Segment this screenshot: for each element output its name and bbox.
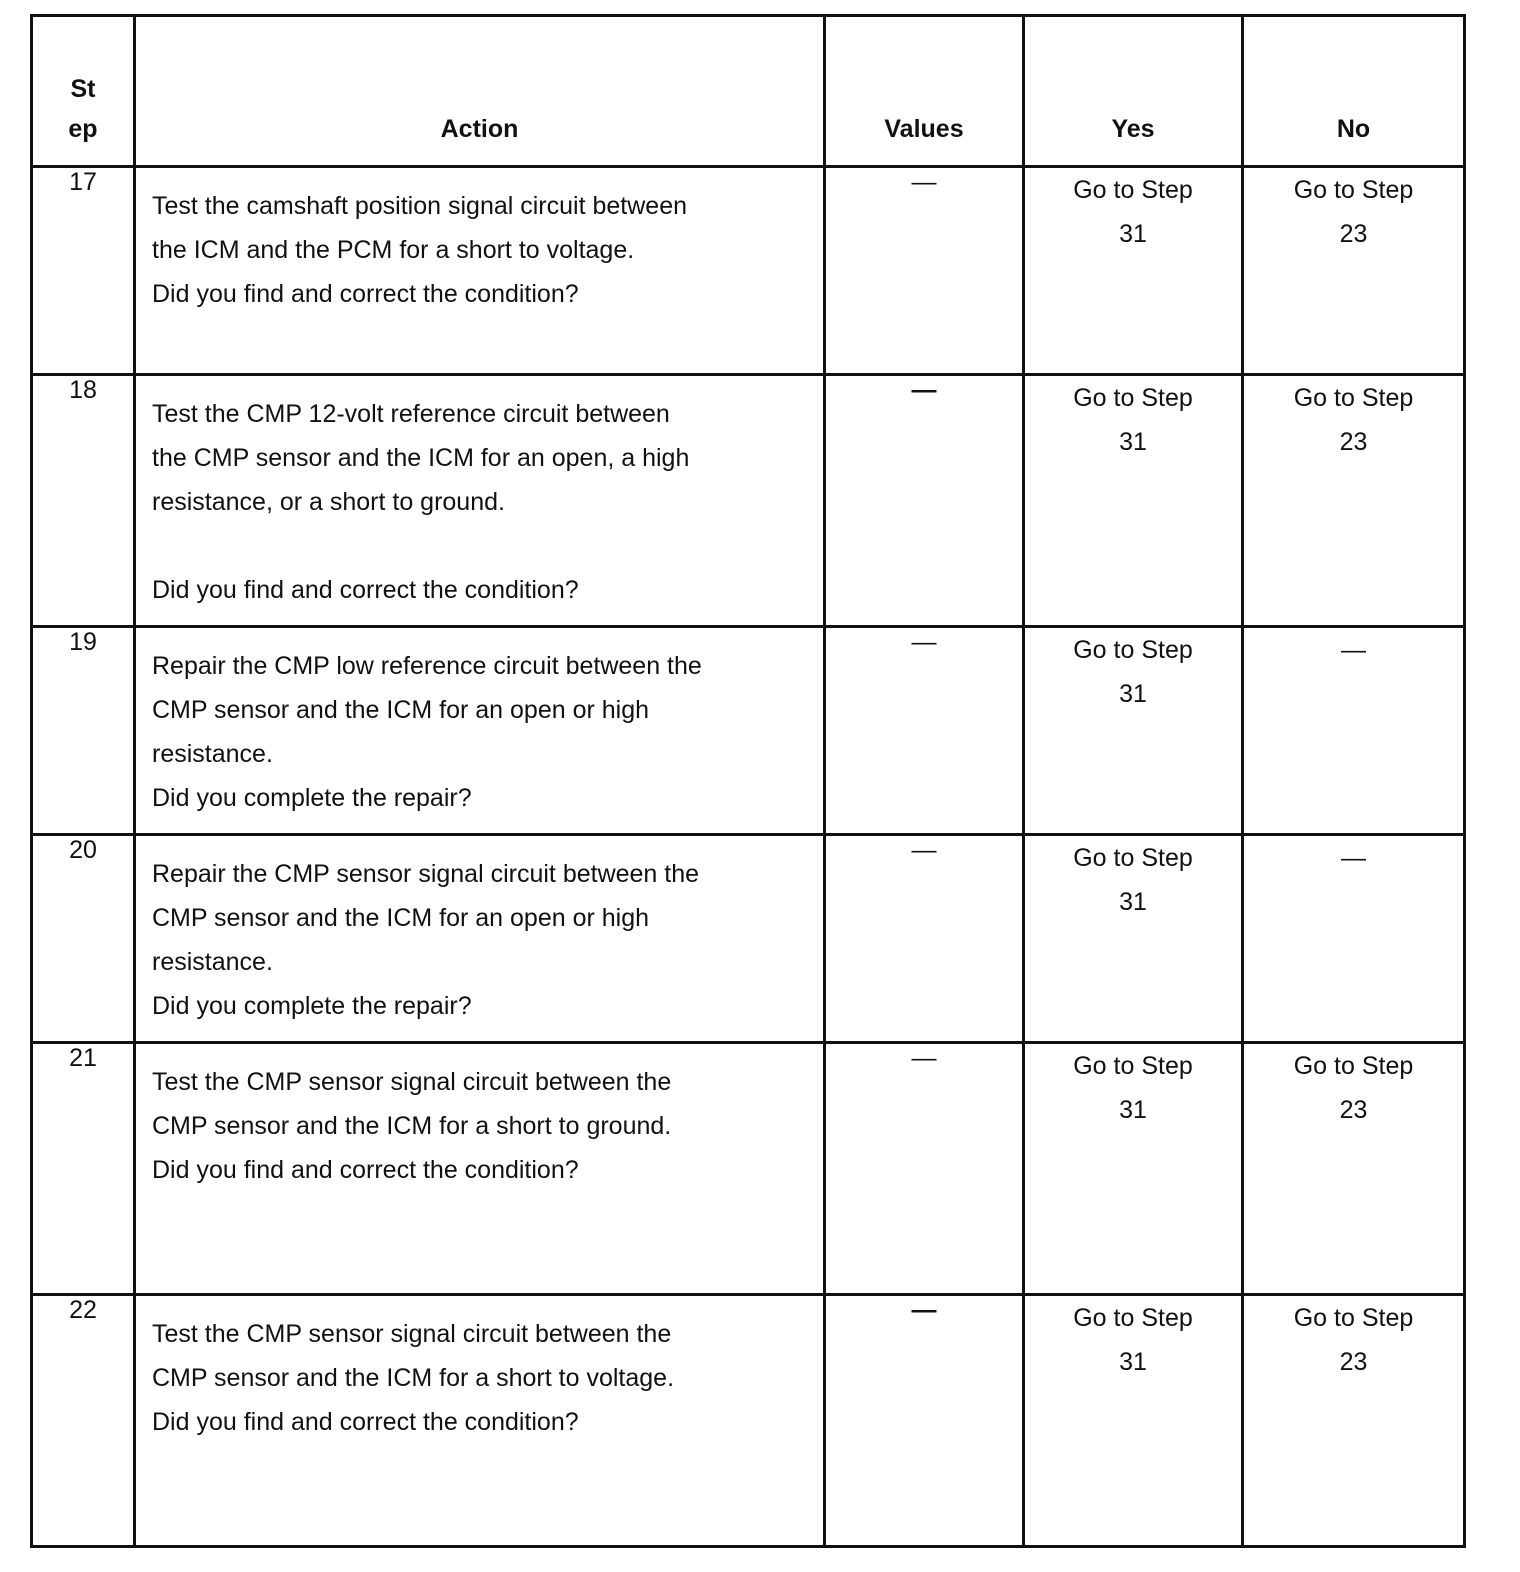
action-line: CMP sensor and the ICM for an open or high <box>152 904 650 932</box>
action-cell <box>135 835 825 1043</box>
no-cell <box>1243 835 1465 1043</box>
action-line: Repair the CMP low reference circuit between the <box>152 652 702 680</box>
yes-line: 31 <box>1119 428 1147 456</box>
yes-line: 31 <box>1119 1096 1147 1124</box>
action-line: Test the CMP sensor signal circuit between the <box>152 1320 672 1348</box>
no-line: Go to Step <box>1293 1052 1414 1080</box>
no-line: Go to Step <box>1293 384 1414 412</box>
action-line: Test the CMP sensor signal circuit between the <box>152 1068 672 1096</box>
action-line: CMP sensor and the ICM for a short to voltage. <box>152 1364 675 1392</box>
action-line: resistance. <box>152 740 273 768</box>
no-cell <box>1243 375 1465 627</box>
no-line: Go to Step <box>1293 176 1414 204</box>
values-dash: — <box>911 1296 937 1324</box>
yes-line: 31 <box>1119 1348 1147 1376</box>
no-line: — <box>1341 844 1366 872</box>
action-line: the CMP sensor and the ICM for an open, a high <box>152 444 690 472</box>
action-line: Did you find and correct the condition? <box>152 280 579 308</box>
action-cell <box>135 627 825 835</box>
header-step-line1: St <box>70 75 96 103</box>
action-line: Did you complete the repair? <box>152 992 472 1020</box>
action-line: Test the CMP 12-volt reference circuit between <box>152 400 670 428</box>
yes-line: 31 <box>1119 220 1147 248</box>
values-dash: — <box>911 376 937 404</box>
header-values: Values <box>825 16 1024 167</box>
yes-cell <box>1024 1295 1243 1547</box>
action-line: Did you find and correct the condition? <box>152 1156 579 1184</box>
header-yes: Yes <box>1024 16 1243 167</box>
no-line: 23 <box>1339 220 1368 248</box>
values-cell <box>825 1043 1024 1295</box>
table-row <box>32 375 1465 627</box>
values-cell <box>825 375 1024 627</box>
values-dash: — <box>911 628 937 656</box>
step-number: 18 <box>32 375 135 627</box>
values-cell <box>825 835 1024 1043</box>
values-cell <box>825 627 1024 835</box>
yes-cell <box>1024 1043 1243 1295</box>
action-cell <box>135 167 825 375</box>
yes-line: 31 <box>1119 680 1147 708</box>
action-line: resistance. <box>152 948 273 976</box>
header-action: Action <box>135 16 825 167</box>
yes-line: Go to Step <box>1073 1304 1193 1332</box>
yes-line: Go to Step <box>1073 1052 1193 1080</box>
yes-line: 31 <box>1119 888 1147 916</box>
no-cell <box>1243 167 1465 375</box>
yes-cell <box>1024 167 1243 375</box>
values-cell <box>825 167 1024 375</box>
yes-cell <box>1024 375 1243 627</box>
action-cell <box>135 1295 825 1547</box>
step-number: 19 <box>32 627 135 835</box>
action-line: Test the camshaft position signal circuit between <box>152 192 687 220</box>
yes-line: Go to Step <box>1073 636 1193 664</box>
table-row <box>32 1295 1465 1547</box>
action-line: Did you find and correct the condition? <box>152 576 579 604</box>
action-line: Did you complete the repair? <box>152 784 472 812</box>
no-line: 23 <box>1339 1348 1368 1376</box>
action-cell <box>135 375 825 627</box>
action-line: CMP sensor and the ICM for a short to ground. <box>152 1112 672 1140</box>
action-line: Did you find and correct the condition? <box>152 1408 579 1436</box>
no-line: — <box>1341 636 1366 664</box>
no-cell <box>1243 1295 1465 1547</box>
table-row <box>32 1043 1465 1295</box>
diagnostic-steps-table <box>30 14 1466 1548</box>
no-cell <box>1243 627 1465 835</box>
step-number: 21 <box>32 1043 135 1295</box>
step-number: 22 <box>32 1295 135 1547</box>
yes-cell <box>1024 627 1243 835</box>
no-line: 23 <box>1339 1096 1368 1124</box>
action-line: resistance, or a short to ground. <box>152 488 505 516</box>
header-no: No <box>1243 16 1465 167</box>
table-row <box>32 835 1465 1043</box>
table-row <box>32 167 1465 375</box>
yes-cell <box>1024 835 1243 1043</box>
action-spacer <box>152 524 805 568</box>
values-dash: — <box>911 168 937 196</box>
yes-line: Go to Step <box>1073 176 1193 204</box>
yes-line: Go to Step <box>1073 844 1193 872</box>
action-line: CMP sensor and the ICM for an open or high <box>152 696 650 724</box>
action-cell <box>135 1043 825 1295</box>
no-line: Go to Step <box>1293 1304 1414 1332</box>
header-step <box>32 16 135 167</box>
values-cell <box>825 1295 1024 1547</box>
table-row <box>32 627 1465 835</box>
action-line: Repair the CMP sensor signal circuit between the <box>152 860 700 888</box>
no-cell <box>1243 1043 1465 1295</box>
action-line: the ICM and the PCM for a short to voltage. <box>152 236 635 264</box>
step-number: 20 <box>32 835 135 1043</box>
no-line: 23 <box>1339 428 1368 456</box>
step-number: 17 <box>32 167 135 375</box>
yes-line: Go to Step <box>1073 384 1193 412</box>
header-step-line2: ep <box>68 115 98 143</box>
header-row <box>32 16 1465 167</box>
values-dash: — <box>911 836 937 864</box>
values-dash: — <box>911 1044 937 1072</box>
